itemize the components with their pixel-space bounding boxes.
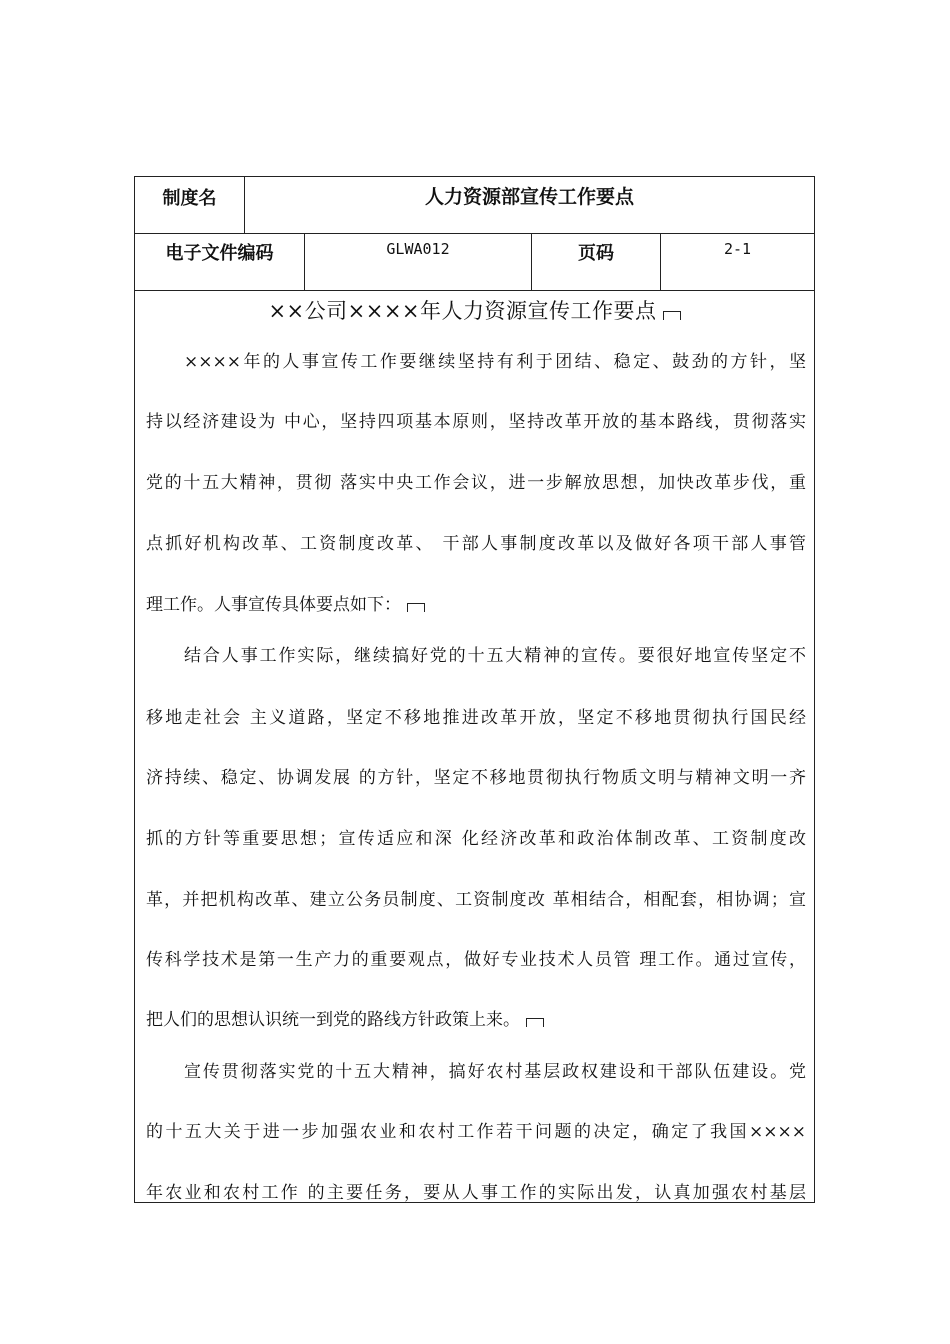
document-heading — [135, 295, 814, 325]
body-line: 的十五大关于进一步加强农业和农村工作若干问题的决定，确定了我国×××× — [146, 1122, 806, 1142]
page-number-value: 2-1 — [723, 240, 752, 258]
body-line: 年农业和农村工作 的主要任务，要从人事工作的实际出发，认真加强农村基层 — [146, 1183, 806, 1203]
paragraph-mark-icon — [526, 1018, 544, 1027]
body-line — [146, 1005, 806, 1030]
document-heading-text: ××公司××××年人力资源宣传工作要点 — [268, 299, 657, 323]
body-line: 济持续、稳定、协调发展 的方针，坚定不移地贯彻执行物质文明与精神文明一齐 — [146, 768, 806, 788]
body-line: 革，并把机构改革、建立公务员制度、工资制度改 革相结合，相配套，相协调；宣 — [146, 890, 806, 910]
body-line: 移地走社会 主义道路，坚定不移地推进改革开放，坚定不移地贯彻执行国民经 — [146, 708, 806, 728]
regulation-name-label: 制度名 — [135, 177, 245, 233]
header-row-code — [135, 234, 814, 291]
body-line-text: 把人们的思想认识统一到党的路线方针政策上来。 — [146, 1010, 520, 1030]
body-line — [146, 590, 806, 615]
file-code-label: 电子文件编码 — [135, 234, 305, 290]
body-line: 抓的方针等重要思想；宣传适应和深 化经济改革和政治体制改革、工资制度改 — [146, 829, 806, 849]
file-code-value: GLWA012 — [305, 234, 532, 290]
page-number-label: 页码 — [532, 234, 661, 290]
document-body — [135, 291, 814, 1202]
header-row-name — [135, 177, 814, 234]
body-line: 结合人事工作实际，继续搞好党的十五大精神的宣传。要很好地宣传坚定不 — [184, 646, 806, 666]
body-line-text: 理工作。人事宣传具体要点如下： — [146, 595, 401, 615]
paragraph-mark-icon — [663, 311, 681, 320]
regulation-name-value: 人力资源部宣传工作要点 — [424, 186, 634, 208]
paragraph-mark-icon — [407, 603, 425, 612]
body-line: 党的十五大精神，贯彻 落实中央工作会议，进一步解放思想，加快改革步伐，重 — [146, 473, 806, 493]
body-line: ××××年的人事宣传工作要继续坚持有利于团结、稳定、鼓劲的方针，坚 — [184, 352, 806, 372]
document-table — [134, 176, 815, 1203]
body-line: 持以经济建设为 中心，坚持四项基本原则，坚持改革开放的基本路线，贯彻落实 — [146, 412, 806, 432]
body-line: 传科学技术是第一生产力的重要观点，做好专业技术人员管 理工作。通过宣传， — [146, 950, 806, 970]
body-line: 宣传贯彻落实党的十五大精神，搞好农村基层政权建设和干部队伍建设。党 — [184, 1062, 806, 1082]
body-line: 点抓好机构改革、工资制度改革、 干部人事制度改革以及做好各项干部人事管 — [146, 534, 806, 554]
